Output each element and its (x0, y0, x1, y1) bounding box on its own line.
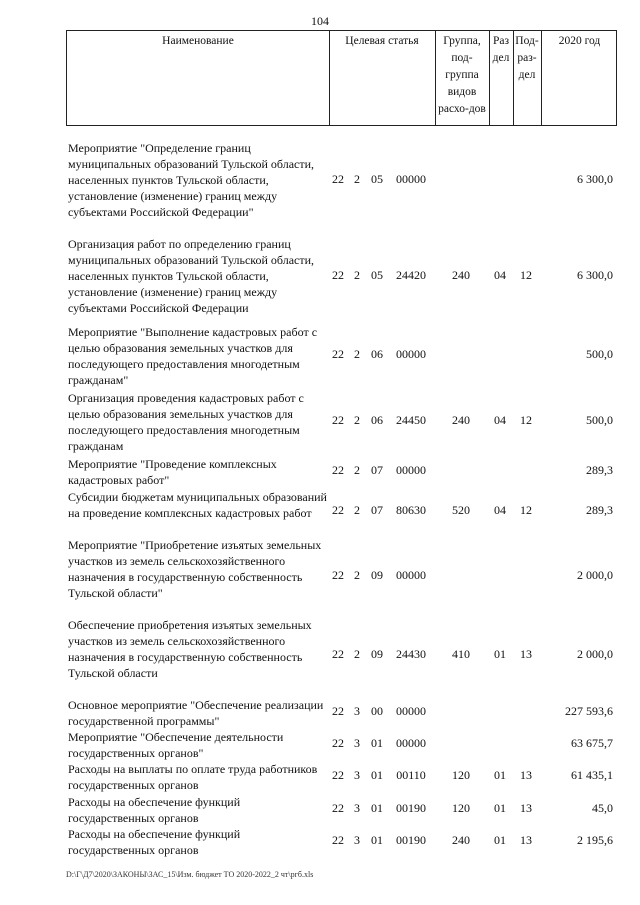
table-row (66, 537, 617, 617)
target-c4: 00000 (396, 736, 426, 750)
subsection-code: 12 (520, 503, 532, 517)
row-name: Обеспечение приобретения изъятых земельных участков из земель сельскохозяйственного назначения в государственную собственность Тульской области (68, 618, 312, 680)
target-c4: 00190 (396, 801, 426, 815)
target-c1: 22 (332, 801, 344, 815)
section-code: 01 (494, 833, 506, 847)
file-path-footer: D:\Г\Д7\2020\ЗАКОНЫ\ЗАС_15\Изм. бюджет ТО 2020-2022_2 чт\ргб.xls (66, 870, 314, 879)
amount: 6 300,0 (577, 172, 613, 186)
target-c3: 01 (371, 768, 383, 782)
target-c4: 24450 (396, 413, 426, 427)
section-code: 04 (494, 503, 506, 517)
row-name: Мероприятие "Проведение комплексных кадастровых работ" (68, 457, 277, 487)
amount: 45,0 (592, 801, 613, 815)
amount: 289,3 (586, 503, 613, 517)
row-name: Основное мероприятие "Обеспечение реализации государственной программы" (68, 698, 324, 728)
row-name: Мероприятие "Обеспечение деятельности государственных органов" (68, 730, 284, 760)
target-c1: 22 (332, 768, 344, 782)
row-name: Расходы на выплаты по оплате труда работников государственных органов (68, 762, 318, 792)
group-code: 240 (452, 268, 470, 282)
page-number: 104 (311, 14, 329, 28)
header-year: 2020 год (558, 35, 601, 47)
target-c2: 2 (354, 463, 360, 477)
row-name: Мероприятие "Выполнение кадастровых работ с целью образования земельных участков для последующего предоставления многодетным гражданам" (68, 325, 318, 387)
group-code: 240 (452, 833, 470, 847)
section-code: 01 (494, 647, 506, 661)
row-name: Мероприятие "Определение границ муниципальных образований Тульской области, населенных пунктов Тульской области, установление (изменение) границ между субъектами Российской Федерации" (68, 141, 315, 219)
subsection-code: 12 (520, 413, 532, 427)
target-c4: 00110 (396, 768, 426, 782)
amount: 227 593,6 (565, 704, 613, 718)
section-code: 04 (494, 413, 506, 427)
target-c2: 2 (354, 268, 360, 282)
target-c3: 00 (371, 704, 383, 718)
target-c3: 01 (371, 801, 383, 815)
header-target: Целевая статья (345, 35, 419, 47)
row-name: Мероприятие "Приобретение изъятых земельных участков из земель сельскохозяйственного назначения в государственную собственность Тульской области" (68, 538, 322, 600)
target-c1: 22 (332, 704, 344, 718)
row-name: Организация проведения кадастровых работ с целью образования земельных участков для последующего предоставления многодетным гражданам (68, 391, 304, 453)
table-row (66, 140, 617, 220)
target-c4: 80630 (396, 503, 426, 517)
target-c1: 22 (332, 503, 344, 517)
target-c1: 22 (332, 833, 344, 847)
target-c3: 07 (371, 463, 383, 477)
group-code: 120 (452, 768, 470, 782)
table-row (66, 794, 617, 826)
target-c4: 00000 (396, 347, 426, 361)
target-c3: 06 (371, 413, 383, 427)
header-group: Группа, под-группа видов расхо-дов (438, 35, 486, 115)
amount: 2 000,0 (577, 568, 613, 582)
target-c3: 07 (371, 503, 383, 517)
target-c2: 2 (354, 413, 360, 427)
amount: 6 300,0 (577, 268, 613, 282)
target-c3: 09 (371, 568, 383, 582)
target-c4: 00190 (396, 833, 426, 847)
target-c1: 22 (332, 568, 344, 582)
group-code: 410 (452, 647, 470, 661)
amount: 61 435,1 (571, 768, 613, 782)
target-c1: 22 (332, 413, 344, 427)
target-c4: 24430 (396, 647, 426, 661)
table-row (66, 456, 617, 488)
target-c2: 3 (354, 801, 360, 815)
amount: 289,3 (586, 463, 613, 477)
target-c4: 24420 (396, 268, 426, 282)
table-row (66, 324, 617, 388)
target-c2: 2 (354, 347, 360, 361)
group-code: 240 (452, 413, 470, 427)
section-code: 01 (494, 801, 506, 815)
target-c3: 05 (371, 172, 383, 186)
target-c3: 06 (371, 347, 383, 361)
group-code: 520 (452, 503, 470, 517)
target-c1: 22 (332, 463, 344, 477)
table-row (66, 390, 617, 454)
section-code: 04 (494, 268, 506, 282)
row-name: Расходы на обеспечение функций государственных органов (68, 827, 241, 857)
amount: 500,0 (586, 347, 613, 361)
target-c4: 00000 (396, 568, 426, 582)
row-name: Организация работ по определению границ муниципальных образований Тульской области, населенных пунктов Тульской области, установление (изменение) границ между субъектами Российской Федерации (68, 237, 315, 315)
subsection-code: 13 (520, 647, 532, 661)
target-c1: 22 (332, 736, 344, 750)
target-c2: 2 (354, 647, 360, 661)
target-c4: 00000 (396, 704, 426, 718)
table-row (66, 236, 617, 316)
target-c2: 3 (354, 704, 360, 718)
target-c3: 05 (371, 268, 383, 282)
header-section: Раз дел (492, 35, 510, 64)
table-row (66, 489, 617, 537)
target-c2: 3 (354, 768, 360, 782)
table-header (66, 30, 617, 126)
target-c2: 2 (354, 503, 360, 517)
subsection-code: 12 (520, 268, 532, 282)
amount: 500,0 (586, 413, 613, 427)
table-row (66, 729, 617, 761)
target-c3: 01 (371, 833, 383, 847)
target-c2: 2 (354, 172, 360, 186)
table-row (66, 761, 617, 793)
target-c4: 00000 (396, 172, 426, 186)
target-c3: 09 (371, 647, 383, 661)
target-c1: 22 (332, 647, 344, 661)
target-c2: 2 (354, 568, 360, 582)
row-name: Расходы на обеспечение функций государственных органов (68, 795, 241, 825)
target-c2: 3 (354, 736, 360, 750)
table-row (66, 826, 617, 858)
section-code: 01 (494, 768, 506, 782)
row-name: Субсидии бюджетам муниципальных образований на проведение комплексных кадастровых работ (68, 490, 327, 520)
amount: 63 675,7 (571, 736, 613, 750)
target-c1: 22 (332, 347, 344, 361)
target-c3: 01 (371, 736, 383, 750)
table-row (66, 617, 617, 697)
amount: 2 000,0 (577, 647, 613, 661)
target-c1: 22 (332, 172, 344, 186)
target-c4: 00000 (396, 463, 426, 477)
subsection-code: 13 (520, 768, 532, 782)
header-name: Наименование (162, 35, 234, 47)
target-c1: 22 (332, 268, 344, 282)
header-subsection: Под-раз-дел (515, 35, 539, 81)
target-c2: 3 (354, 833, 360, 847)
subsection-code: 13 (520, 801, 532, 815)
table-row (66, 697, 617, 729)
group-code: 120 (452, 801, 470, 815)
subsection-code: 13 (520, 833, 532, 847)
amount: 2 195,6 (577, 833, 613, 847)
